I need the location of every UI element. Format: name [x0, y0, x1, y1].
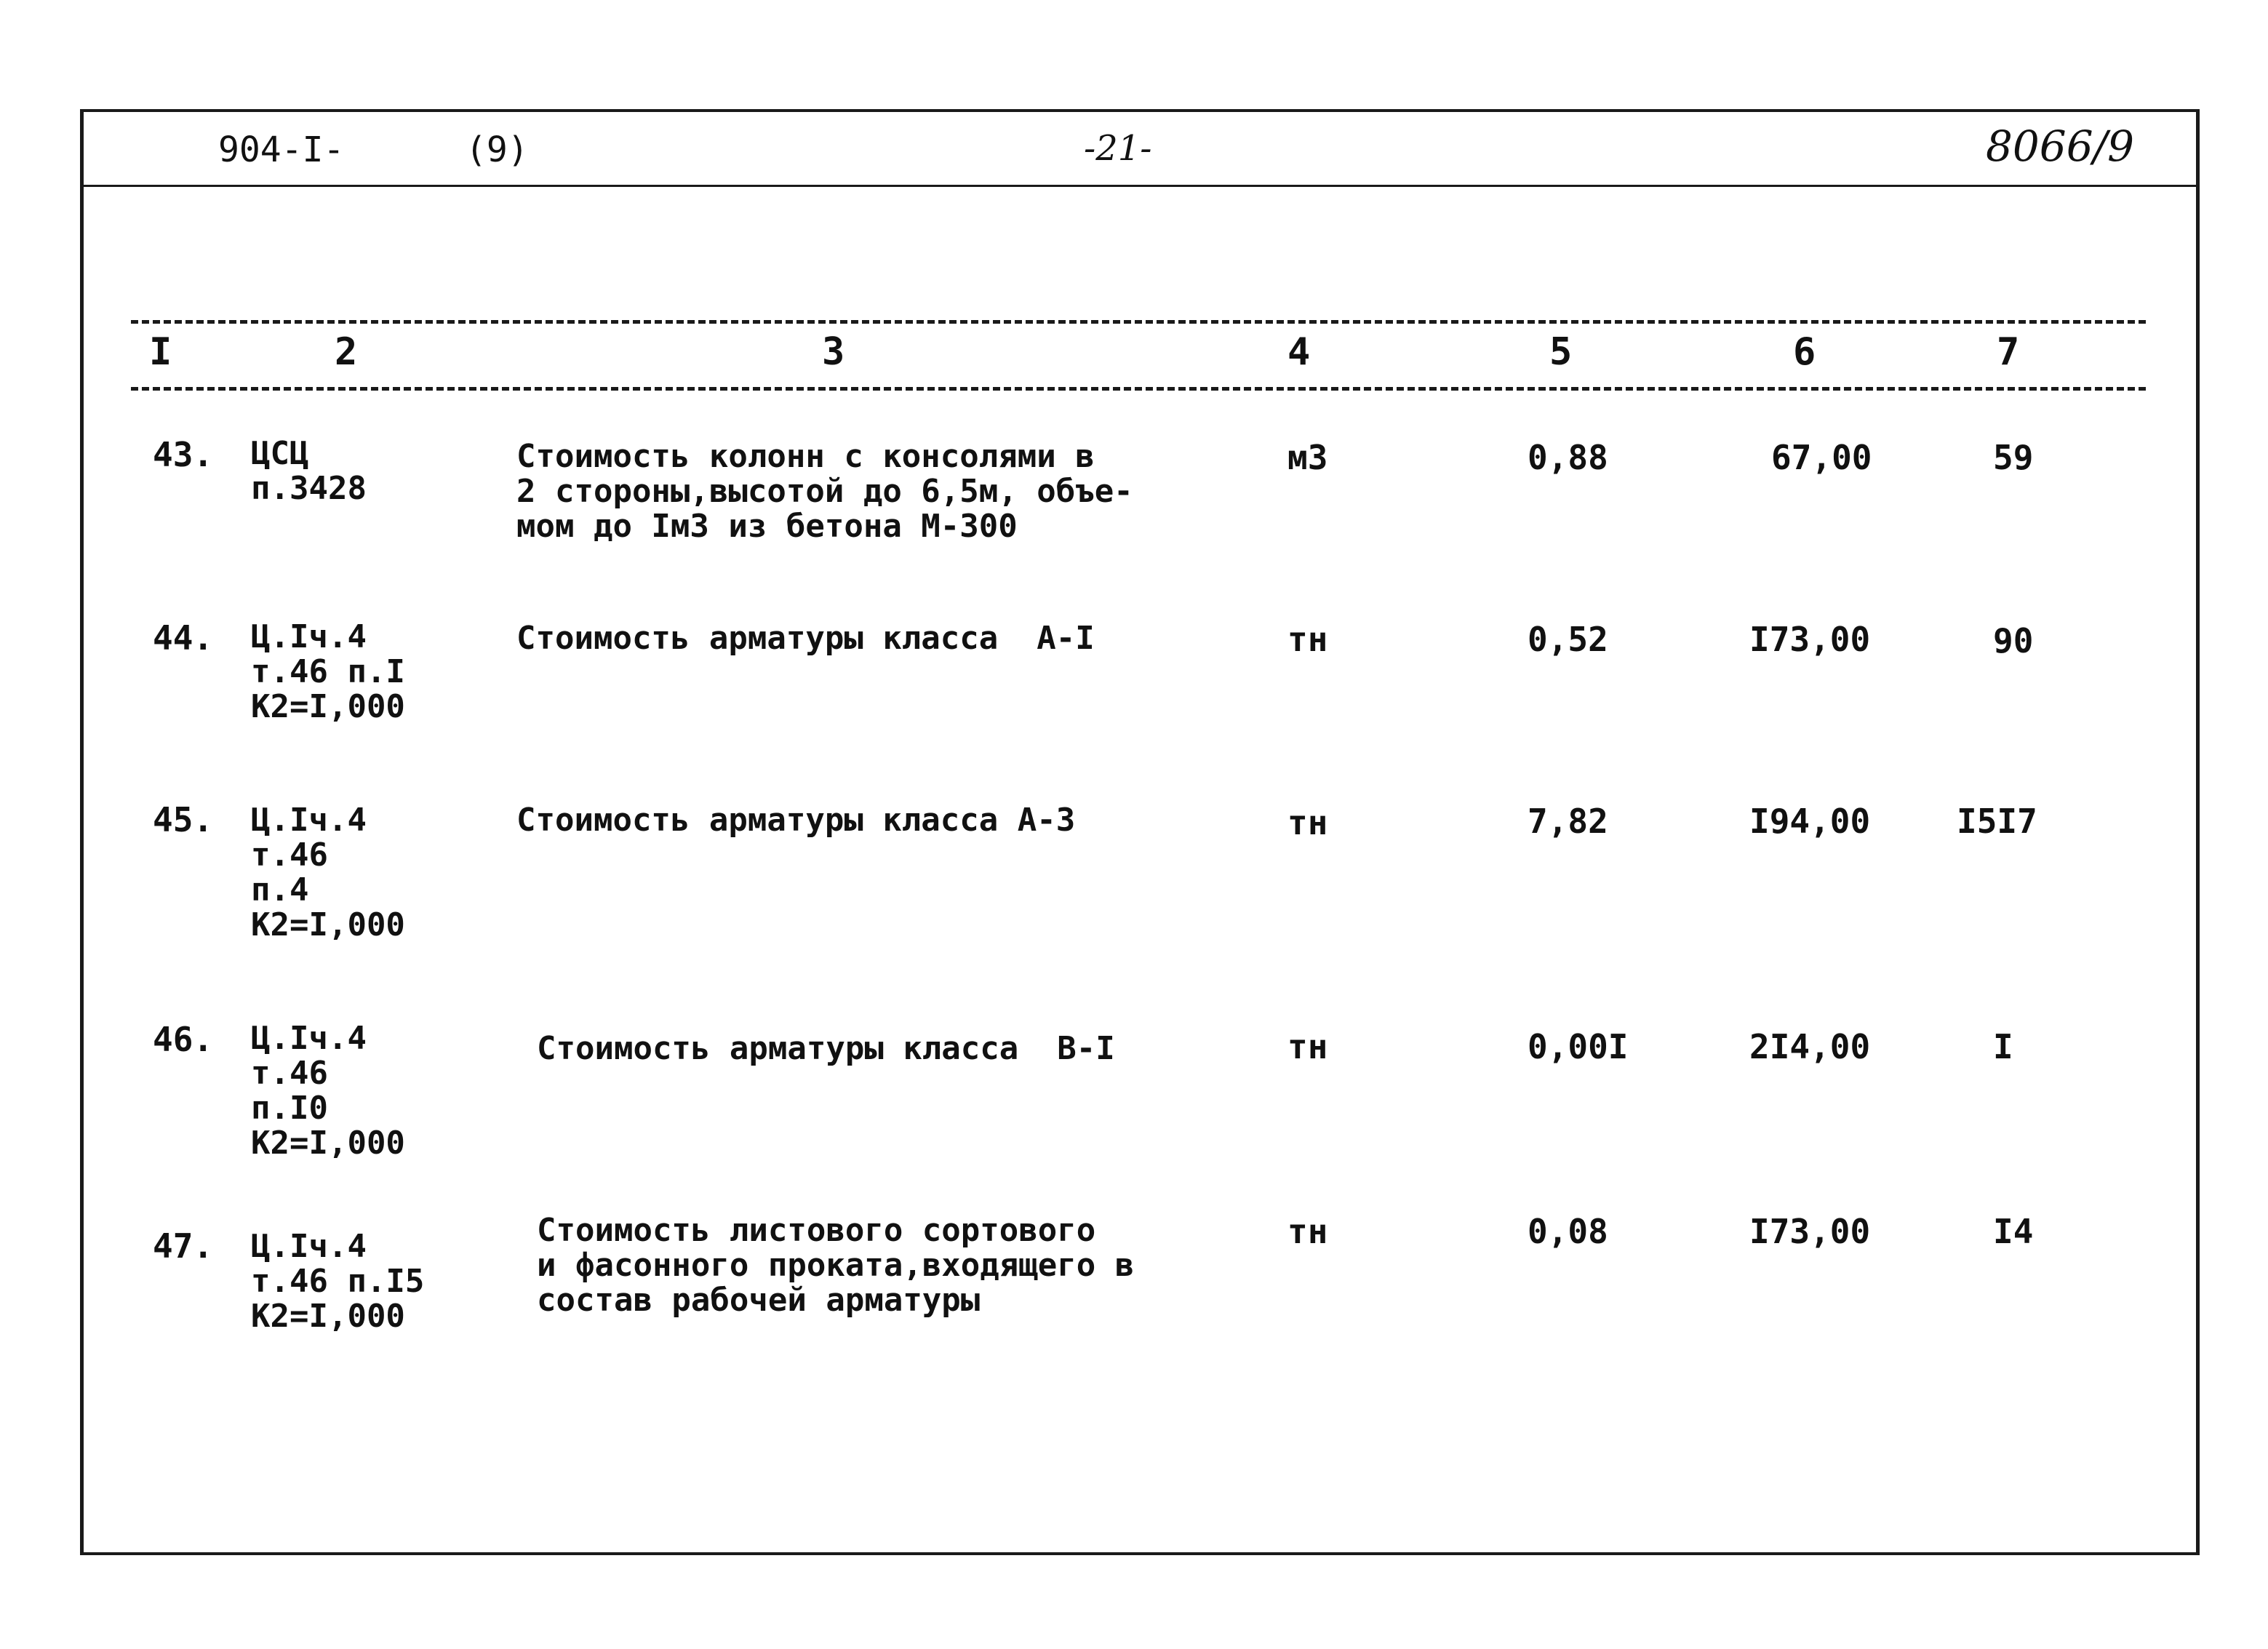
column-header-5: 5	[1549, 330, 1573, 374]
row-total: I5I7	[1957, 802, 2037, 841]
row-unit-price: I73,00	[1749, 1212, 1871, 1251]
row-number: 44.	[153, 618, 214, 658]
row-unit-price: I94,00	[1749, 802, 1871, 841]
row-total: 90	[1993, 621, 2034, 660]
header-rule	[80, 185, 2196, 187]
row-number: 47.	[153, 1226, 214, 1266]
column-header-1: I	[149, 330, 172, 374]
row-total: I4	[1993, 1212, 2034, 1251]
row-total: 59	[1993, 438, 2034, 477]
row-unit-price: 67,00	[1771, 438, 1872, 477]
row-reference: ЦСЦ п.3428	[251, 435, 367, 507]
column-header-7: 7	[1997, 330, 2020, 374]
table-header-bottom-rule	[131, 387, 2146, 391]
row-reference: Ц.Iч.4 т.46 п.I К2=I,000	[251, 618, 405, 725]
row-reference: Ц.Iч.4 т.46 п.I0 К2=I,000	[251, 1020, 405, 1162]
row-unit: тн	[1287, 1212, 1328, 1251]
row-description: Стоимость арматуры класса В-I	[537, 1030, 1115, 1067]
row-reference: Ц.Iч.4 т.46 п.I5 К2=I,000	[251, 1228, 425, 1335]
row-unit: тн	[1287, 1027, 1328, 1066]
column-header-2: 2	[335, 330, 358, 374]
row-unit: тн	[1287, 620, 1328, 659]
row-quantity: 7,82	[1528, 802, 1608, 841]
row-number: 46.	[153, 1020, 214, 1059]
row-quantity: 0,00I	[1528, 1027, 1629, 1066]
column-header-6: 6	[1793, 330, 1816, 374]
row-description: Стоимость колонн с консолями в 2 стороны,высотой до 6,5м, объе- мом до Iм3 из бетона М-300	[516, 438, 1133, 545]
row-description: Стоимость арматуры класса А-I	[516, 620, 1095, 657]
row-unit-price: 2I4,00	[1749, 1027, 1871, 1066]
row-unit-price: I73,00	[1749, 620, 1871, 659]
doc-code: 904-I-	[218, 129, 345, 170]
row-quantity: 0,88	[1528, 438, 1608, 477]
row-number: 43.	[153, 435, 214, 474]
row-number: 45.	[153, 800, 214, 839]
row-unit: тн	[1287, 803, 1328, 842]
column-header-4: 4	[1287, 330, 1311, 374]
table-header-top-rule	[131, 320, 2146, 324]
row-reference: Ц.Iч.4 т.46 п.4 К2=I,000	[251, 802, 405, 943]
inventory-number: 8066/9	[1986, 121, 2135, 171]
row-unit: м3	[1287, 438, 1328, 477]
doc-part: (9)	[466, 129, 529, 170]
row-quantity: 0,08	[1528, 1212, 1608, 1251]
page-number: -21-	[1084, 128, 1152, 169]
row-description: Стоимость арматуры класса А-3	[516, 802, 1076, 839]
column-header-3: 3	[822, 330, 845, 374]
row-description: Стоимость листового сортового и фасонного проката,входящего в состав рабочей арматуры	[537, 1212, 1135, 1319]
row-quantity: 0,52	[1528, 620, 1608, 659]
row-total: I	[1993, 1027, 2013, 1066]
